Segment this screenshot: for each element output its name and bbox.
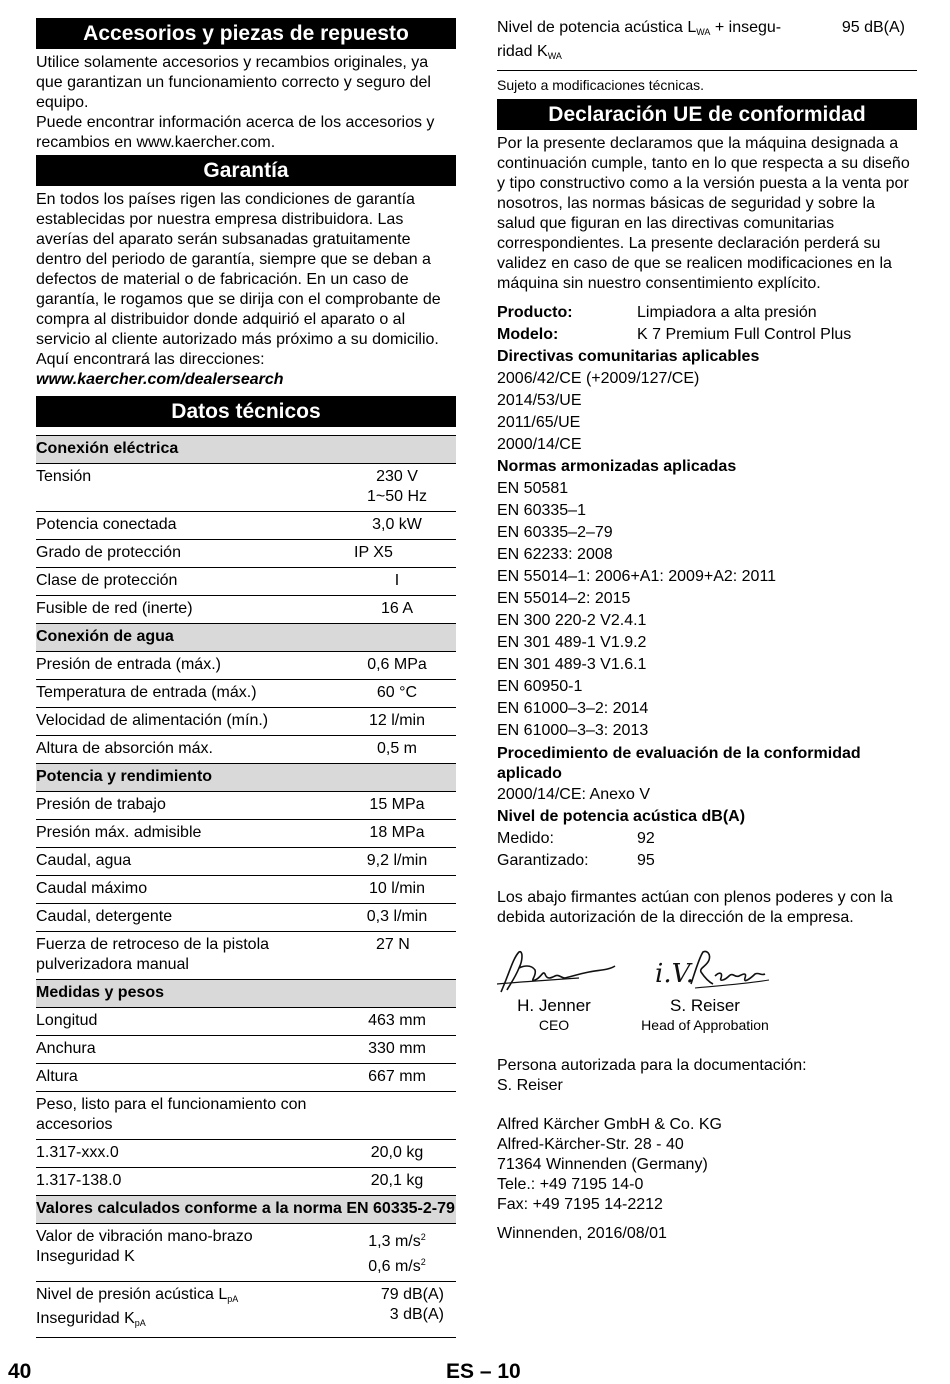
table-row	[36, 652, 456, 680]
signature-reiser-scribble	[625, 944, 785, 996]
dealer-search-link[interactable]: www.kaercher.com/dealersearch	[36, 371, 284, 388]
address-line: 71364 Winnenden (Germany)	[497, 1156, 708, 1173]
row-label: Velocidad de alimentación (mín.)	[36, 708, 338, 736]
table-row	[36, 848, 456, 876]
row-value: I	[338, 568, 456, 596]
guaranteed-value: 95	[637, 852, 655, 869]
row-label: Caudal máximo	[36, 876, 338, 904]
table-row	[36, 932, 456, 980]
address-line: Alfred Kärcher GmbH & Co. KG	[497, 1116, 722, 1133]
row-label: Presión de entrada (máx.)	[36, 652, 338, 680]
row-label: Grado de protección	[36, 540, 338, 568]
accessories-text-1: Utilice solamente accesorios y recambios originales, ya que garantizan un funcionamiento correcto y seguro del equipo.	[36, 54, 431, 111]
row-label: Potencia conectada	[36, 512, 338, 540]
sound-power-value: 95 dB(A)	[841, 19, 905, 36]
table-row	[36, 876, 456, 904]
table-row	[36, 540, 456, 568]
doc-person-label: Persona autorizada para la documentación:	[497, 1057, 807, 1074]
warranty-heading: Garantía	[36, 155, 456, 186]
list-item: EN 301 489-3 V1.6.1	[497, 656, 647, 673]
section-label: Medidas y pesos	[36, 980, 456, 1008]
table-row	[36, 1008, 456, 1036]
language-page-number: ES – 10	[446, 1360, 521, 1383]
section-calculated	[36, 1196, 456, 1224]
row-value: 20,1 kg	[338, 1168, 456, 1196]
row-label: Peso, listo para el funcionamiento con accesorios	[36, 1092, 338, 1140]
row-label: 1.317-xxx.0	[36, 1140, 338, 1168]
table-row	[36, 1224, 456, 1282]
list-item: 2000/14/CE	[497, 436, 582, 453]
section-performance	[36, 764, 456, 792]
guaranteed-row	[497, 850, 917, 872]
list-item: EN 50581	[497, 480, 569, 497]
warranty-text-2: Aquí encontrará las direcciones:	[36, 351, 265, 368]
row-value: 330 mm	[338, 1036, 456, 1064]
table-row	[36, 1036, 456, 1064]
row-value: IP X5	[338, 540, 456, 568]
table-row	[36, 1140, 456, 1168]
row-value: 1,3 $m/s^2$ 0,6 $m/s^2$	[338, 1224, 456, 1282]
list-item: EN 55014–1: 2006+A1: 2009+A2: 2011	[497, 568, 777, 585]
row-value: 0,6 MPa	[338, 652, 456, 680]
row-label: Temperatura de entrada (máx.)	[36, 680, 338, 708]
list-item: EN 61000–3–2: 2014	[497, 700, 649, 717]
row-label: Altura	[36, 1064, 338, 1092]
row-value: 463 mm	[338, 1008, 456, 1036]
section-label: Conexión eléctrica	[36, 436, 456, 464]
list-item: EN 300 220-2 V2.4.1	[497, 612, 647, 629]
declaration-heading: Declaración UE de conformidad	[497, 99, 917, 130]
accessories-text-2: Puede encontrar información acerca de los accesorios y recambios en www.kaercher.com.	[36, 114, 435, 151]
sound-power-label: Nivel de potencia acústica $L_{WA}$ + insegu- ridad $K_{WA}$	[497, 19, 782, 61]
right-column	[497, 18, 917, 1244]
page-number: 40	[8, 1360, 32, 1383]
sound-level-title: Nivel de potencia acústica dB(A)	[497, 808, 746, 825]
list-item: EN 55014–2: 2015	[497, 590, 631, 607]
address-line: Tele.: +49 7195 14-0	[497, 1176, 644, 1193]
table-row	[36, 904, 456, 932]
guaranteed-label: Garantizado:	[497, 852, 589, 869]
subject-to-change: Sujeto a modificaciones técnicas.	[497, 77, 704, 93]
signature-jenner	[479, 944, 629, 1034]
model-value: K 7 Premium Full Control Plus	[637, 326, 852, 343]
table-row	[36, 568, 456, 596]
signature-reiser	[625, 944, 785, 1034]
row-value: 9,2 l/min	[338, 848, 456, 876]
address-line: Alfred-Kärcher-Str. 28 - 40	[497, 1136, 684, 1153]
tech-data-table	[36, 435, 456, 1338]
row-label: Fusible de red (inerte)	[36, 596, 338, 624]
norms-list	[497, 456, 917, 742]
table-row	[36, 820, 456, 848]
list-item: 2014/53/UE	[497, 392, 582, 409]
list-item: 2006/42/CE (+2009/127/CE)	[497, 370, 700, 387]
row-value: 60 °C	[338, 680, 456, 708]
address-line: Fax: +49 7195 14-2212	[497, 1196, 663, 1213]
doc-person: S. Reiser	[497, 1077, 563, 1094]
table-row	[36, 512, 456, 540]
table-row	[36, 680, 456, 708]
row-value: 27 N	[338, 932, 456, 980]
row-label: Longitud	[36, 1008, 338, 1036]
row-label: Clase de protección	[36, 568, 338, 596]
table-row	[36, 596, 456, 624]
place-date: Winnenden, 2016/08/01	[497, 1225, 667, 1242]
directives-list	[497, 346, 917, 456]
row-label: Nivel de presión acústica $L_{pA}$ Inseguridad $K_{pA}$	[36, 1282, 338, 1338]
list-item: 2011/65/UE	[497, 414, 581, 431]
list-item: EN 62233: 2008	[497, 546, 613, 563]
product-label: Producto:	[497, 304, 573, 321]
section-electrical	[36, 436, 456, 464]
row-value: 230 V 1~50 Hz	[338, 464, 456, 512]
section-label: Valores calculados conforme a la norma EN 60335-2-79	[36, 1196, 456, 1224]
warranty-text-1: En todos los países rigen las condiciones de garantía establecidas por nuestra empresa distribuidora. Las averías del aparato serán subsanadas gratuitamente dentro del periodo de garantía, siempre que se deban a defectos de material o de fabricación. En un caso de garantía, le rogamos que se dirija con el comprobante de compra al distribuidor donde adquirió el aparato o al servicio al cliente autorizado más próximo a su domicilio.	[36, 191, 441, 348]
measured-row	[497, 828, 917, 850]
signatures	[497, 944, 917, 1044]
procedure-value: 2000/14/CE: Anexo V	[497, 786, 650, 803]
sound-power-row	[497, 18, 917, 71]
company-address	[497, 1115, 917, 1215]
table-row	[36, 708, 456, 736]
list-item: EN 301 489-1 V1.9.2	[497, 634, 647, 651]
row-label: Altura de absorción máx.	[36, 736, 338, 764]
declaration-text: Por la presente declaramos que la máquina designada a continuación cumple, tanto en lo que respecta a su diseño y tipo constructivo como a la versión puesta a la venta por nosotros, las normas básicas de seguridad y sobre la salud que figuran en las directivas comunitarias correspondientes. La presente declaración perderá su validez en caso de que se realicen modificaciones en la máquina sin nuestro consentimiento explícito.	[497, 135, 910, 292]
measured-value: 92	[637, 830, 655, 847]
signer-2-role: Head of Approbation	[641, 1017, 769, 1033]
left-column	[36, 18, 456, 1338]
table-row	[36, 1282, 456, 1338]
signature-jenner-scribble	[479, 944, 629, 996]
section-label: Conexión de agua	[36, 624, 456, 652]
row-label: Presión de trabajo	[36, 792, 338, 820]
row-label: Presión máx. admisible	[36, 820, 338, 848]
list-item: EN 60950-1	[497, 678, 583, 695]
table-row	[36, 464, 456, 512]
row-value: 12 l/min	[338, 708, 456, 736]
procedure-title: Procedimiento de evaluación de la conformidad aplicado	[497, 745, 861, 782]
row-label: Tensión	[36, 464, 338, 512]
norms-title: Normas armonizadas aplicadas	[497, 458, 737, 475]
model-label: Modelo:	[497, 326, 559, 343]
tech-data-heading: Datos técnicos	[36, 396, 456, 427]
row-label: Caudal, agua	[36, 848, 338, 876]
svg-text:i.V.: i.V.	[655, 959, 695, 989]
row-value: 3,0 kW	[338, 512, 456, 540]
row-label: 1.317-138.0	[36, 1168, 338, 1196]
row-value	[338, 1092, 456, 1140]
section-water	[36, 624, 456, 652]
row-value: 10 l/min	[338, 876, 456, 904]
section-label: Potencia y rendimiento	[36, 764, 456, 792]
row-value: 20,0 kg	[338, 1140, 456, 1168]
row-value: 0,5 m	[338, 736, 456, 764]
table-row	[36, 1092, 456, 1140]
signer-2-name: S. Reiser	[670, 996, 740, 1015]
table-row	[36, 736, 456, 764]
measured-label: Medido:	[497, 830, 554, 847]
table-row	[36, 792, 456, 820]
signatories-text: Los abajo firmantes actúan con plenos poderes y con la debida autorización de la dirección de la empresa.	[497, 889, 893, 926]
list-item: EN 61000–3–3: 2013	[497, 722, 649, 739]
row-value: 667 mm	[338, 1064, 456, 1092]
row-label: Valor de vibración mano-brazo Inseguridad K	[36, 1224, 338, 1282]
row-label: Anchura	[36, 1036, 338, 1064]
table-row	[36, 1064, 456, 1092]
list-item: EN 60335–2–79	[497, 524, 613, 541]
row-value: 18 MPa	[338, 820, 456, 848]
row-value: 16 A	[338, 596, 456, 624]
signer-1-name: H. Jenner	[517, 996, 591, 1015]
row-value: 15 MPa	[338, 792, 456, 820]
row-label: Fuerza de retroceso de la pistola pulverizadora manual	[36, 932, 338, 980]
table-row	[36, 1168, 456, 1196]
row-label: Caudal, detergente	[36, 904, 338, 932]
accessories-heading: Accesorios y piezas de repuesto	[36, 18, 456, 49]
signer-1-role: CEO	[538, 1017, 570, 1033]
row-value: 0,3 l/min	[338, 904, 456, 932]
directives-title: Directivas comunitarias aplicables	[497, 348, 760, 365]
model-row	[497, 324, 917, 346]
list-item: EN 60335–1	[497, 502, 586, 519]
row-value: 79 dB(A) 3 dB(A)	[338, 1282, 456, 1338]
section-dimensions	[36, 980, 456, 1008]
product-row	[497, 302, 917, 324]
product-value: Limpiadora a alta presión	[637, 304, 817, 321]
